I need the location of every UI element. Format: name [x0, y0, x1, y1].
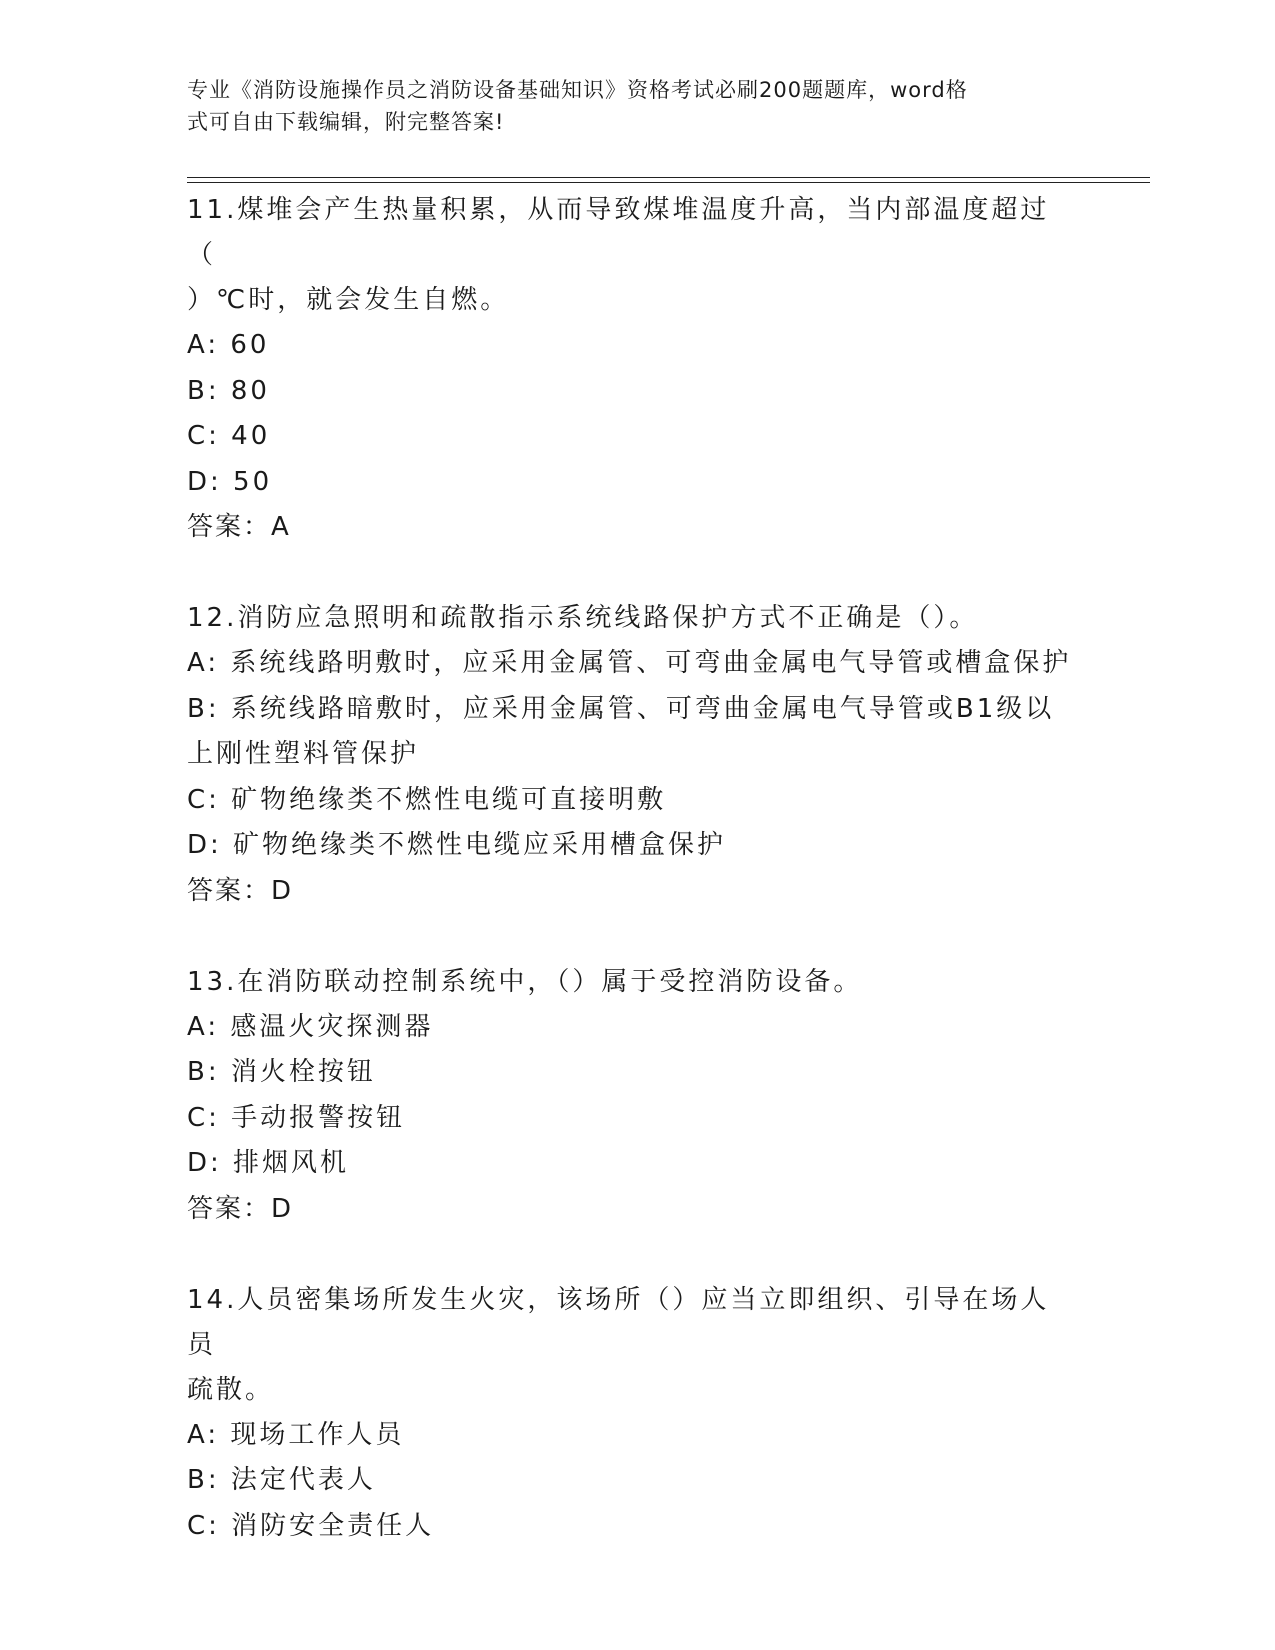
option-a: A: 系统线路明敷时，应采用金属管、可弯曲金属电气导管或槽盒保护: [187, 648, 1072, 678]
option-b: B: 消火栓按钮: [187, 1057, 376, 1087]
question-text-line: ）℃时，就会发生自燃。: [187, 285, 510, 315]
option-a: A: 60: [187, 330, 270, 360]
question-13: [187, 960, 1077, 1232]
header-line-1: 专业《消防设施操作员之消防设备基础知识》资格考试必刷200题题库，word格: [187, 78, 968, 102]
question-text-line: 11.煤堆会产生热量积累，从而导致煤堆温度升高，当内部温度超过（: [187, 195, 1050, 270]
question-text-line: 12.消防应急照明和疏散指示系统线路保护方式不正确是（）。: [187, 603, 979, 633]
header-divider-bottom: [187, 182, 1150, 183]
question-text-line: 疏散。: [187, 1374, 275, 1405]
option-b: B: 80: [187, 375, 270, 406]
option-b-continued: 上刚性塑料管保护: [187, 739, 420, 769]
header-line-2: 式可自由下载编辑，附完整答案!: [187, 110, 505, 134]
question-text-line: 13.在消防联动控制系统中，（）属于受控消防设备。: [187, 966, 863, 997]
option-c: C: 消防安全责任人: [187, 1510, 435, 1541]
option-c: C: 手动报警按钮: [187, 1102, 406, 1133]
option-d: D: 排烟风机: [187, 1148, 350, 1178]
answer-line: 答案：A: [187, 512, 291, 542]
option-b: B: 系统线路暗敷时，应采用金属管、可弯曲金属电气导管或B1级以: [187, 693, 1055, 724]
answer-line: 答案：D: [187, 1193, 294, 1224]
option-c: C: 40: [187, 421, 271, 451]
answer-line: 答案：D: [187, 875, 294, 906]
option-c: C: 矿物绝缘类不燃性电缆可直接明敷: [187, 784, 667, 815]
option-b: B: 法定代表人: [187, 1465, 376, 1495]
header-divider-top: [187, 177, 1150, 178]
question-11: [187, 188, 1077, 550]
option-d: D: 矿物绝缘类不燃性电缆应采用槽盒保护: [187, 830, 727, 860]
option-a: A: 现场工作人员: [187, 1419, 405, 1450]
document-header: [187, 74, 1067, 138]
question-14: [187, 1278, 1077, 1550]
option-a: A: 感温火灾探测器: [187, 1011, 434, 1042]
question-12: [187, 596, 1077, 914]
option-d: D: 50: [187, 466, 273, 497]
question-list: [187, 188, 1077, 1595]
question-text-line: 14.人员密集场所发生火灾，该场所（）应当立即组织、引导在场人员: [187, 1284, 1050, 1360]
